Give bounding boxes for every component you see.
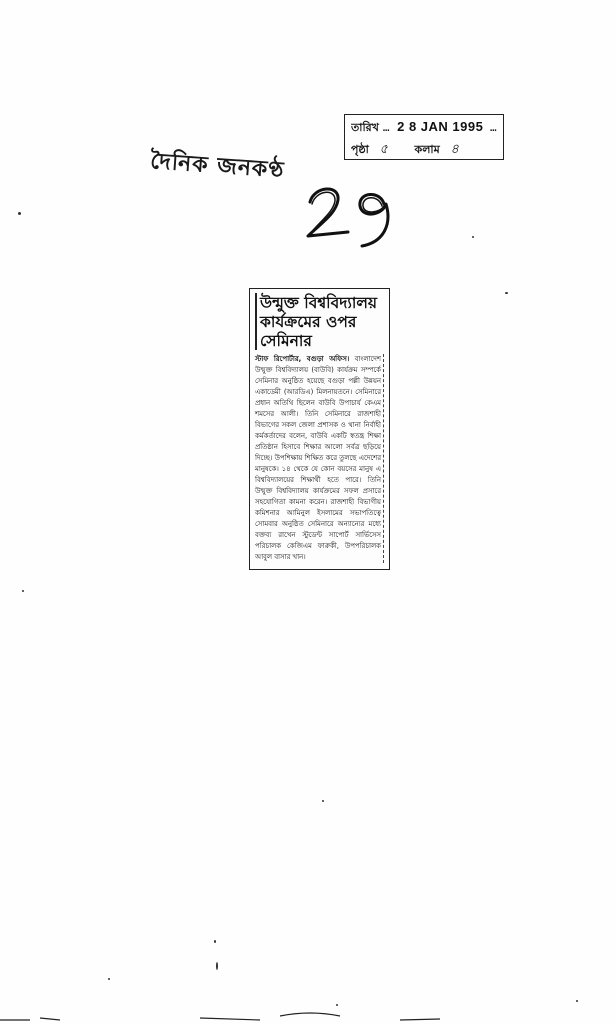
newspaper-clipping: [249, 288, 390, 570]
scan-speck: [216, 962, 218, 970]
handwritten-number-drawing: [300, 180, 420, 250]
headline-line: কার্যক্রমের ওপর: [260, 312, 357, 331]
newspaper-name: দৈনিক জনকণ্ঠ: [149, 148, 286, 184]
scan-speck: [18, 212, 21, 215]
scan-speck: [576, 1000, 578, 1002]
scan-speck: [505, 292, 508, 294]
article-body-text: বাংলাদেশ উন্মুক্ত বিশ্ববিদ্যালয় (বাউবি) কার্যক্রম সম্পর্কে সেমিনার অনুষ্ঠিত হয়েছে বগুড়া পল্লী উন্নয়ন একাডেমী (আরডিএ) মিলনায়তনে। সেমিনারে প্রধান অতিথি ছিলেন বাউবি উপাচার্য কেএম শমসের আলী। তিনি সেমিনারে রাজশাহী বিভাগের সকল জেলা প্রশাসক ও থানা নির্বাহী কর্মকর্তাদের বলেন, বাউবি একটি স্বতন্ত্র শিক্ষা প্রতিষ্ঠান হিসাবে শিক্ষার আলো সর্বত্র ছড়িয়ে দিচ্ছে। উপশিক্ষায় শিক্ষিত করে তুলছে এদেশের মানুষকে। ১৪ থেকে যে কোন বয়সের মানুষ এ বিশ্ববিদ্যালয়ের শিক্ষার্থী হতে পারে। তিনি উন্মুক্ত বিশ্ববিদ্যালয় কার্যক্রমের সফল প্রসারে সহযোগিতা কামনা করেন। রাজশাহী বিভাগীয় কমিশনার আমিনুল ইসলামের সভাপতিত্বে সোমবার অনুষ্ঠিত সেমিনারে অন্যান্যের মধ্যে বক্তব্য রাখেন স্টুডেন্ট সাপোর্ট সার্ভিসেস পরিচালক কেজিএম ফারুকী, উপপরিচালক আবুল বাসার খান।: [255, 355, 381, 561]
handwritten-page-number: [300, 180, 420, 250]
bottom-scan-marks: [0, 1008, 616, 1024]
headline-line: সেমিনার: [260, 331, 312, 350]
scan-speck: [108, 978, 110, 980]
scan-speck: [322, 800, 324, 802]
article-byline: স্টাফ রিপোর্টার, বগুড়া অফিস।: [255, 355, 350, 363]
headline-line: উন্মুক্ত বিশ্ববিদ্যালয়: [260, 293, 378, 312]
date-stamp: [344, 114, 504, 160]
stamp-page-row: [351, 140, 501, 161]
stamp-page-label: পৃষ্ঠা: [351, 143, 369, 156]
stamp-page-value: ৫: [379, 142, 388, 157]
article-body: [255, 354, 384, 563]
stamp-date-row: তারিখ … 2 8 JAN 1995 …: [351, 119, 498, 134]
stamp-date-value: 2 8 JAN 1995: [397, 119, 484, 134]
stamp-date-label: তারিখ: [351, 121, 379, 134]
scan-speck: [22, 590, 24, 592]
stamp-column-value: ৪: [450, 142, 459, 157]
scan-speck: [472, 236, 474, 238]
scan-speck: [336, 1004, 338, 1006]
stamp-column-label: কলাম: [414, 143, 440, 156]
article-headline: [255, 293, 384, 350]
scan-speck: [214, 940, 216, 943]
